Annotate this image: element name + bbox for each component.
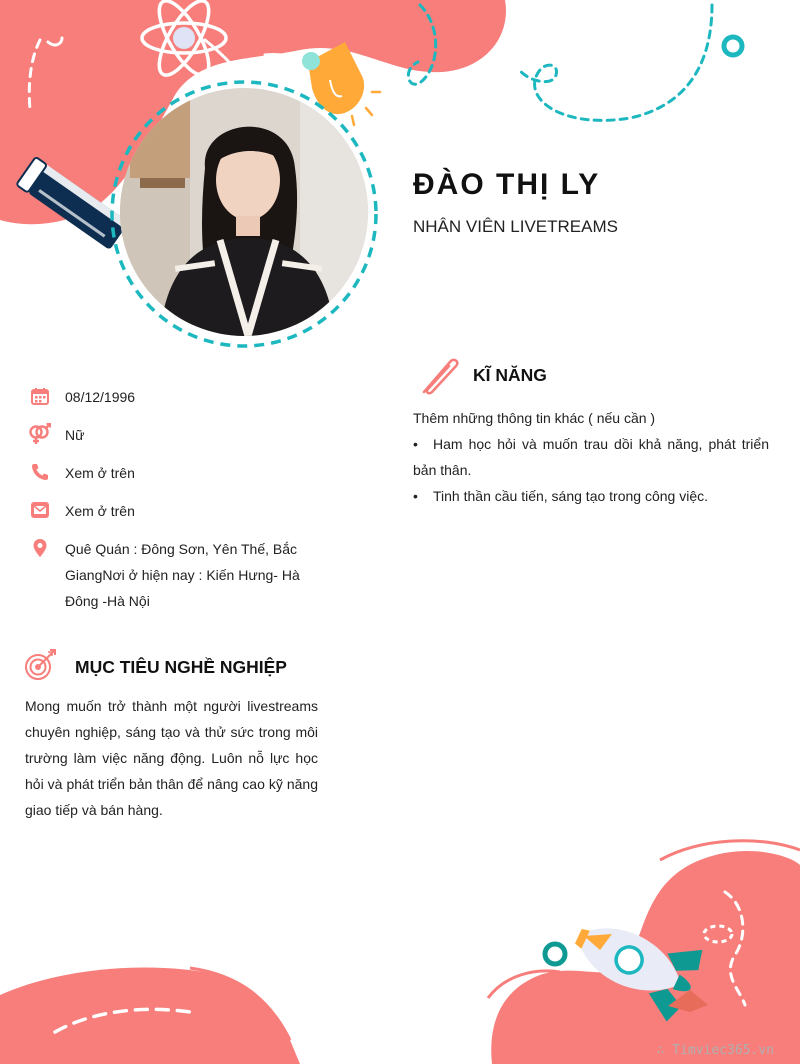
objective-line: trường làm việc năng động. Luôn nỗ lực học — [25, 750, 318, 766]
gender-text: Nữ — [65, 427, 85, 443]
skills-item-text: Tinh thần cầu tiến, sáng tạo trong công việc. — [433, 488, 708, 504]
skills-title: KĨ NĂNG — [473, 365, 547, 385]
email-icon — [28, 498, 52, 522]
info-birthday — [28, 384, 328, 410]
birthday-text: 08/12/1996 — [65, 389, 136, 405]
avatar — [120, 88, 368, 336]
skills-item-text: bản thân. — [413, 462, 472, 478]
phone-text: Xem ở trên — [65, 465, 135, 481]
bullet-dot: • — [413, 488, 418, 504]
info-phone — [28, 460, 328, 486]
address-line: GiangNơi ở hiện nay : Kiến Hưng- Hà — [65, 567, 300, 583]
skills-item-text: Ham học hỏi và muốn trau dồi khả năng, phát triển — [433, 436, 769, 452]
skills-item — [413, 483, 769, 509]
bottom-left-hill — [0, 968, 300, 1064]
objective-line: chuyên nghiệp, sáng tạo và thử sức trong môi — [25, 724, 318, 740]
skills-item — [413, 431, 769, 483]
address-line: Đông -Hà Nội — [65, 593, 150, 609]
teal-ring — [724, 37, 742, 55]
candidate-name: ĐÀO THỊ LY — [413, 168, 601, 201]
target-icon — [24, 648, 58, 687]
address-text — [65, 536, 300, 614]
phone-icon — [28, 460, 52, 484]
objective-line: hỏi và phát triển bản thân để nâng cao kỹ năng — [25, 776, 318, 792]
paperclip-icon — [416, 354, 460, 401]
email-text: Xem ở trên — [65, 503, 135, 519]
info-address — [28, 536, 328, 614]
objective-line: giao tiếp và bán hàng. — [25, 802, 163, 818]
watermark: ∴ Timviec365.vn — [656, 1043, 774, 1058]
info-email — [28, 498, 328, 524]
location-pin-icon — [28, 536, 52, 560]
gender-icon — [28, 422, 52, 446]
job-title: NHÂN VIÊN LIVETREAMS — [413, 217, 618, 236]
objective-paragraph — [25, 693, 318, 823]
address-line: Quê Quán : Đông Sơn, Yên Thế, Bắc — [65, 541, 298, 557]
info-gender — [28, 422, 328, 448]
calendar-icon — [28, 384, 52, 408]
bullet-dot: • — [413, 436, 418, 452]
skills-intro: Thêm những thông tin khác ( nếu cần ) — [413, 410, 656, 426]
objective-line: Mong muốn trở thành một người livestreams — [25, 698, 318, 714]
teal-small-ring — [545, 944, 565, 964]
objective-title: MỤC TIÊU NGHỀ NGHIỆP — [75, 657, 287, 677]
